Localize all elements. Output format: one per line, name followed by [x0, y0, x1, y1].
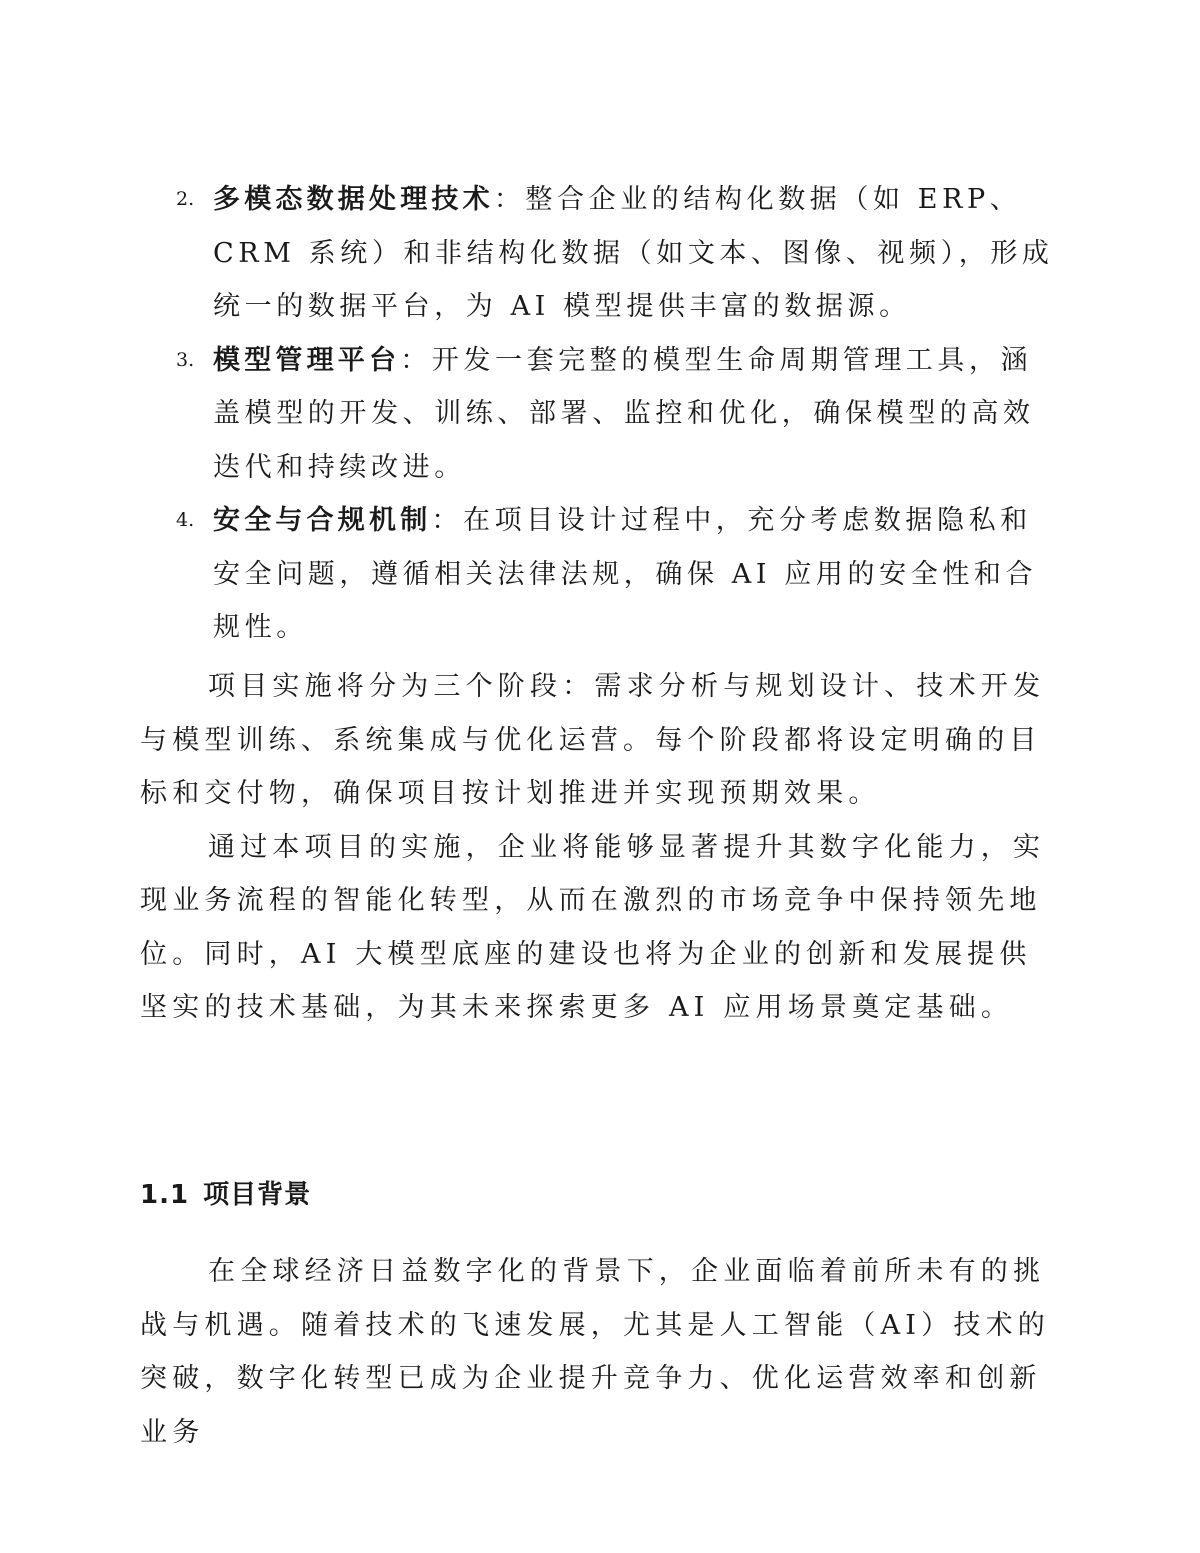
paragraph-outcome: 通过本项目的实施，企业将能够显著提升其数字化能力，实现业务流程的智能化转型，从而在激烈的市场竞争中保持领先地位。同时，AI 大模型底座的建设也将为企业的创新和发展提供坚实的技术基础，为其未来探索更多 AI 应用场景奠定基础。	[140, 831, 1046, 1023]
paragraph-implementation: 项目实施将分为三个阶段：需求分析与规划设计、技术开发与模型训练、系统集成与优化运营。每个阶段都将设定明确的目标和交付物，确保项目按计划推进并实现预期效果。	[140, 671, 1046, 809]
list-item-number: 3.	[176, 348, 195, 371]
body-paragraphs	[140, 660, 1060, 1035]
list-item	[0, 173, 1200, 334]
numbered-list	[0, 173, 1200, 655]
list-item-body: ：开发一套完整的模型生命周期管理工具，涵盖模型的开发、训练、部署、监控和优化，确保模型的高效迭代和持续改进。	[213, 344, 1035, 483]
list-item	[0, 494, 1200, 655]
list-item-term: 多模态数据处理技术	[213, 184, 494, 215]
list-item	[0, 334, 1200, 495]
section-heading	[140, 1174, 311, 1211]
list-item-body: ：在项目设计过程中，充分考虑数据隐私和安全问题，遵循相关法律法规，确保 AI 应用的安全性和合规性。	[213, 505, 1038, 643]
list-item-number: 2.	[176, 188, 195, 210]
list-item-body: ：整合企业的结构化数据（如 ERP、CRM 系统）和非结构化数据（如文本、图像、视频），形成统一的数据平台，为 AI 模型提供丰富的数据源。	[213, 184, 1054, 322]
list-item-term: 安全与合规机制	[213, 505, 432, 536]
section-title: 项目背景	[203, 1180, 312, 1210]
paragraph-background: 在全球经济日益数字化的背景下，企业面临着前所未有的挑战与机遇。随着技术的飞速发展，尤其是人工智能（AI）技术的突破，数字化转型已成为企业提升竞争力、优化运营效率和创新业务	[140, 1256, 1050, 1448]
section-number: 1.1	[140, 1180, 190, 1210]
list-item-number: 4.	[176, 509, 195, 531]
list-item-term: 模型管理平台	[213, 344, 401, 376]
